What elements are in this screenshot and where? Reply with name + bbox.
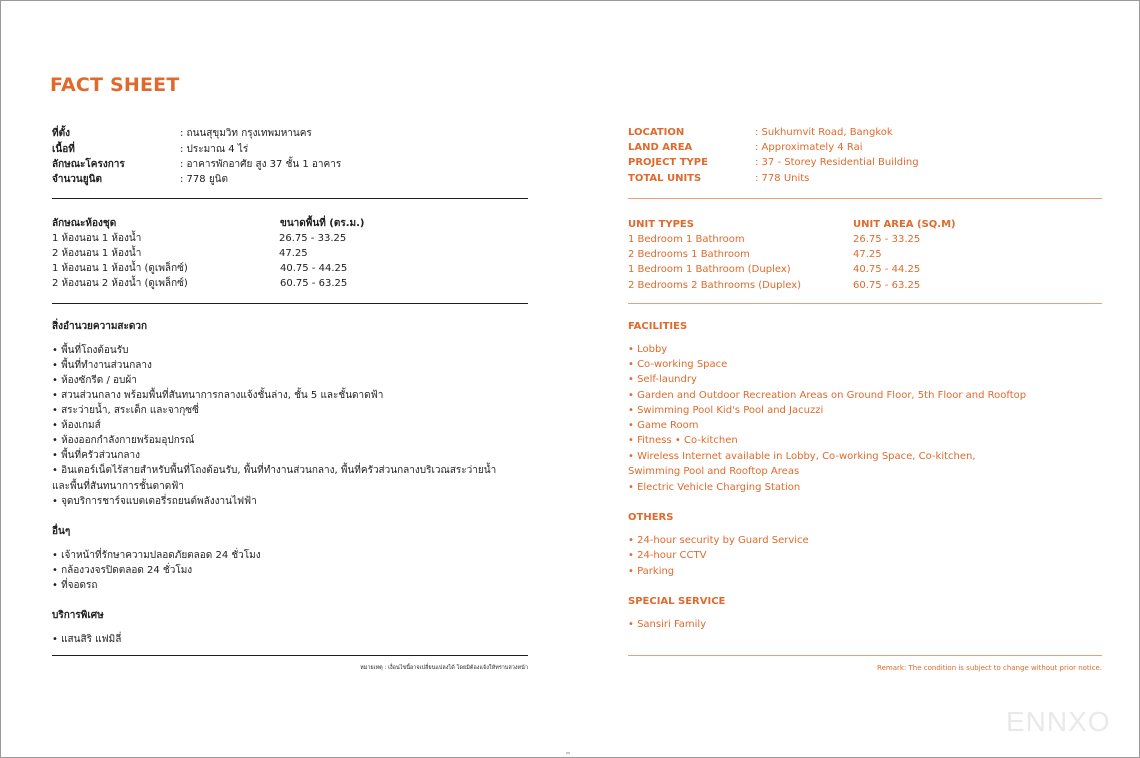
th-facility-item: และพื้นที่สันทนาการชั้นดาดฟ้า (52, 481, 184, 492)
th-facility-item: • จุดบริการชาร์จแบตเตอรี่รถยนต์พลังงานไฟฟ้า (52, 496, 257, 507)
en-info-label-type: PROJECT TYPE (628, 157, 708, 168)
en-facility-item: • Garden and Outdoor Recreation Areas on Ground Floor, 5th Floor and Rooftop (628, 390, 1027, 401)
th-facility-item: • ห้องซักรีด / อบผ้า (52, 375, 137, 386)
th-facility-item: • ห้องเกมส์ (52, 420, 101, 431)
th-others-heading: อื่นๆ (52, 526, 71, 537)
en-facility-item: • Lobby (628, 344, 668, 355)
en-remark: Remark: The condition is subject to change without prior notice. (877, 664, 1102, 672)
th-unit-type: 2 ห้องนอน 2 ห้องน้ำ (ดูเพล็กซ์) (52, 278, 188, 289)
en-info-label-location: LOCATION (628, 127, 685, 138)
th-info-label-units: จำนวนยูนิต (52, 174, 102, 185)
th-special-heading: บริการพิเศษ (52, 610, 104, 621)
en-unit-area: 40.75 - 44.25 (853, 264, 921, 275)
th-others-item: • ที่จอดรถ (52, 580, 98, 591)
th-divider-1 (52, 198, 528, 199)
en-info-value-land: : Approximately 4 Rai (755, 142, 863, 153)
th-divider-3 (52, 655, 528, 656)
en-others-item: • 24-hour CCTV (628, 550, 707, 561)
th-info-label-type: ลักษณะโครงการ (52, 159, 125, 170)
en-special-item: • Sansiri Family (628, 619, 707, 630)
thai-column (52, 0, 530, 700)
th-remark: หมายเหตุ : เงื่อนไขนี้อาจเปลี่ยนแปลงได้ โดยมิต้องแจ้งให้ทราบล่วงหน้า (360, 665, 528, 671)
en-unit-type: 2 Bedrooms 1 Bathroom (628, 249, 750, 260)
en-info-label-units: TOTAL UNITS (628, 173, 702, 184)
en-unit-area: 26.75 - 33.25 (853, 234, 921, 245)
th-unit-type-header: ลักษณะห้องชุด (52, 218, 117, 229)
en-facility-item: • Wireless Internet available in Lobby, Co-working Space, Co-kitchen, (628, 451, 976, 462)
th-unit-area: 40.75 - 44.25 (280, 263, 348, 274)
en-facility-item: • Self-laundry (628, 374, 697, 385)
th-info-value-type: : อาคารพักอาศัย สูง 37 ชั้น 1 อาคาร (180, 159, 342, 170)
en-facility-item: • Swimming Pool Kid's Pool and Jacuzzi (628, 405, 824, 416)
en-facilities-heading: FACILITIES (628, 321, 688, 332)
en-info-value-units: : 778 Units (755, 173, 810, 184)
th-facility-item: • สวนส่วนกลาง พร้อมพื้นที่สันทนาการกลางแจ้งชั้นล่าง, ชั้น 5 และชั้นดาดฟ้า (52, 390, 384, 401)
th-facilities-heading: สิ่งอำนวยความสะดวก (52, 321, 148, 332)
th-facility-item: • พื้นที่ทำงานส่วนกลาง (52, 360, 152, 371)
en-special-heading: SPECIAL SERVICE (628, 596, 726, 607)
en-info-value-type: : 37 - Storey Residential Building (755, 157, 919, 168)
en-unit-area: 60.75 - 63.25 (853, 280, 921, 291)
en-unit-type: 1 Bedroom 1 Bathroom (628, 234, 745, 245)
en-info-label-land: LAND AREA (628, 142, 693, 153)
th-unit-area: 26.75 - 33.25 (279, 233, 347, 244)
th-facility-item: • สระว่ายน้ำ, สระเด็ก และจากุซซี่ (52, 405, 199, 416)
th-unit-area: 47.25 (279, 248, 308, 259)
en-divider-3 (628, 655, 1102, 656)
page-center-mark (566, 752, 570, 754)
en-facility-item: • Co-working Space (628, 359, 728, 370)
english-column (628, 0, 1104, 700)
th-special-item: • แสนสิริ แฟมิลี่ (52, 634, 122, 645)
th-facility-item: • อินเตอร์เน็ตไร้สายสำหรับพื้นที่โถงต้อนรับ, พื้นที่ทำงานส่วนกลาง, พื้นที่ครัวส่วนกลางบริเวณสระว่ายน้ำ (52, 465, 497, 476)
ennxo-watermark: ENNXO (1006, 706, 1111, 737)
en-unit-area: 47.25 (853, 249, 882, 260)
th-others-item: • เจ้าหน้าที่รักษาความปลอดภัยตลอด 24 ชั่วโมง (52, 550, 261, 561)
th-facility-item: • พื้นที่โถงต้อนรับ (52, 345, 129, 356)
en-unit-type: 1 Bedroom 1 Bathroom (Duplex) (628, 264, 791, 275)
en-divider-2 (628, 303, 1102, 304)
en-facility-item: • Electric Vehicle Charging Station (628, 482, 801, 493)
th-info-label-land: เนื้อที่ (52, 144, 75, 155)
th-others-item: • กล้องวงจรปิดตลอด 24 ชั่วโมง (52, 565, 193, 576)
th-unit-type: 1 ห้องนอน 1 ห้องน้ำ (52, 233, 142, 244)
th-info-label-location: ที่ตั้ง (52, 128, 70, 139)
th-unit-area: 60.75 - 63.25 (280, 278, 348, 289)
th-unit-type: 2 ห้องนอน 1 ห้องน้ำ (52, 248, 142, 259)
en-divider-1 (628, 198, 1102, 199)
en-others-heading: OTHERS (628, 512, 674, 523)
th-info-value-land: : ประมาณ 4 ไร่ (180, 144, 249, 155)
en-facility-item: Swimming Pool and Rooftop Areas (628, 466, 800, 477)
en-unit-type-header: UNIT TYPES (628, 219, 694, 230)
en-unit-type: 2 Bedrooms 2 Bathrooms (Duplex) (628, 280, 802, 291)
en-others-item: • Parking (628, 566, 675, 577)
en-unit-area-header: UNIT AREA (SQ.M) (853, 219, 956, 230)
th-unit-area-header: ขนาดพื้นที่ (ตร.ม.) (280, 218, 365, 229)
en-others-item: • 24-hour security by Guard Service (628, 535, 809, 546)
fact-sheet-title: FACT SHEET (50, 74, 180, 96)
en-facility-item: • Fitness • Co-kitchen (628, 435, 738, 446)
th-info-value-location: : ถนนสุขุมวิท กรุงเทพมหานคร (180, 128, 312, 139)
th-divider-2 (52, 303, 528, 304)
en-info-value-location: : Sukhumvit Road, Bangkok (755, 127, 893, 138)
th-unit-type: 1 ห้องนอน 1 ห้องน้ำ (ดูเพล็กซ์) (52, 263, 188, 274)
en-facility-item: • Game Room (628, 420, 699, 431)
th-facility-item: • ห้องออกกำลังกายพร้อมอุปกรณ์ (52, 435, 195, 446)
th-facility-item: • พื้นที่ครัวส่วนกลาง (52, 450, 141, 461)
th-info-value-units: : 778 ยูนิต (180, 174, 229, 185)
